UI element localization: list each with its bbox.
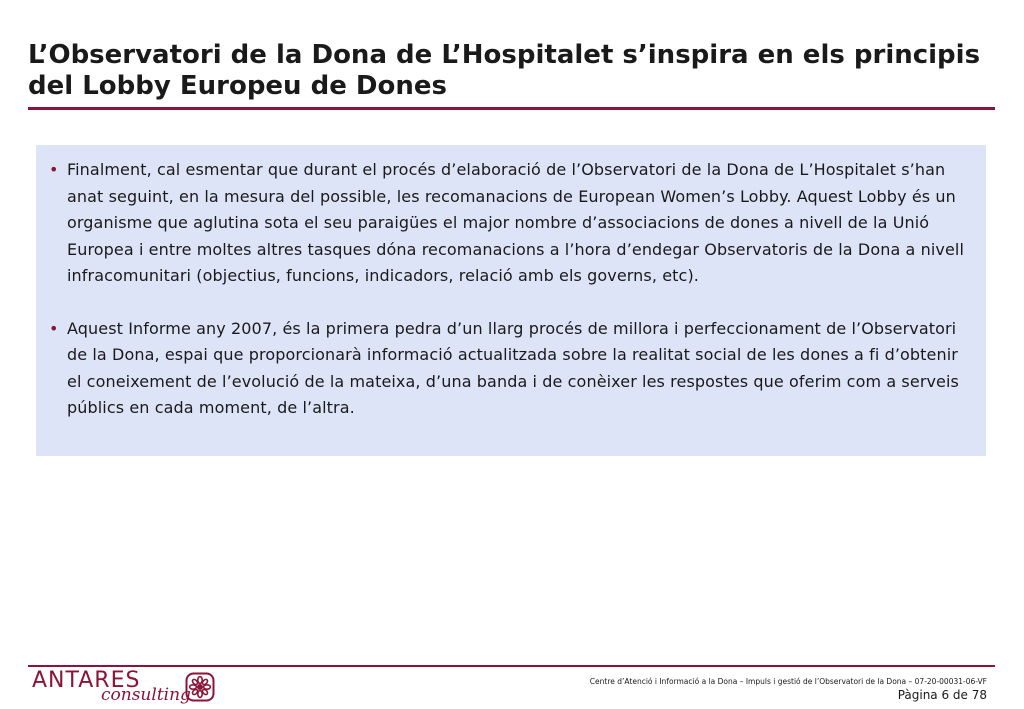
content-box xyxy=(36,145,986,456)
bullet-text: Finalment, cal esmentar que durant el procés d’elaboració de l’Observatori de la Dona de L’Hospitalet s’han anat seguint, en la mesura del possible, les recomanacions de European Women’s Lobby. Aquest Lobby és un organisme que aglutina sota el seu paraigües el major nombre d’associacions de dones a nivell de la Unió Europea i entre moltes altres tasques dóna recomanacions a l’hora d’endegar Observatoris de la Dona a nivell infracomunitari (objectius, funcions, indicadors, relació amb els governs, etc). xyxy=(67,160,965,285)
document-reference: Centre d’Atenció i Informació a la Dona – Impuls i gestió de l’Observatori de la Dona – 07-20-00031-06-VF xyxy=(589,677,987,686)
bullet-item xyxy=(36,316,986,422)
bullet-text: Aquest Informe any 2007, és la primera pedra d’un llarg procés de millora i perfeccionament de l’Observatori de la Dona, espai que proporcionarà informació actualitzada sobre la realitat social de les dones a fi d’obtenir el coneixement de l’evolució de la mateixa, d’una banda i de conèixer les respostes que oferim com a serveis públics en cada moment, de l’altra. xyxy=(67,318,959,417)
bullet-list xyxy=(36,157,986,422)
logo-wordmark: ANTARES xyxy=(32,668,141,693)
bullet-item xyxy=(36,157,986,290)
page-number: Pàgina 6 de 78 xyxy=(897,688,987,702)
footer-divider xyxy=(28,665,995,667)
bullet-marker: • xyxy=(49,318,59,338)
page-title: L’Observatori de la Dona de L’Hospitalet s’inspira en els principis del Lobby Europeu de Dones xyxy=(28,40,981,101)
bullet-marker: • xyxy=(49,160,59,179)
logo-subtext: consulting xyxy=(101,685,191,705)
antares-emblem-icon xyxy=(185,672,215,702)
title-divider xyxy=(28,107,995,110)
